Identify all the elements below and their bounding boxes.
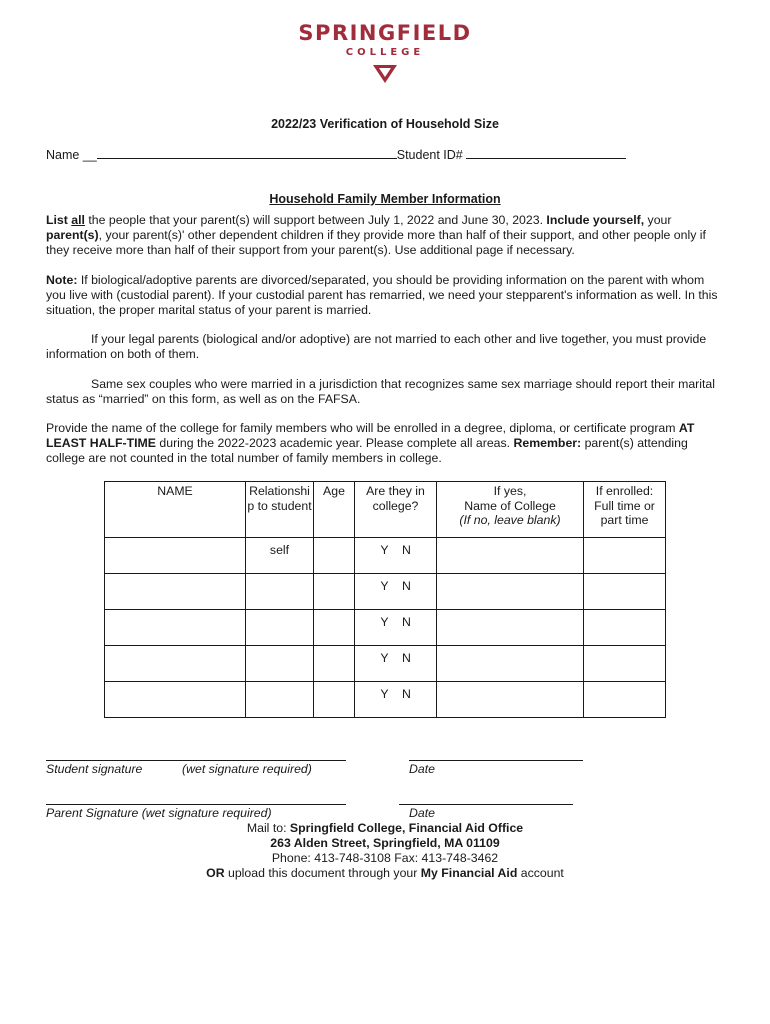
cell-college[interactable] — [437, 682, 584, 718]
cell-college[interactable] — [437, 574, 584, 610]
cell-enrollment[interactable] — [584, 646, 666, 682]
same-sex-paragraph: Same sex couples who were married in a jurisdiction that recognizes same sex marriage should report their marital status as “married” on this form, as well as on the FAFSA. — [46, 377, 716, 407]
cell-enrollment[interactable] — [584, 574, 666, 610]
header-relationship: Relationship to student — [246, 482, 314, 538]
cell-in-college[interactable] — [355, 682, 437, 718]
cell-in-college[interactable] — [355, 646, 437, 682]
form-title: 2022/23 Verification of Household Size — [271, 117, 499, 131]
upload-line: OR upload this document through your My Financial Aid account — [206, 866, 564, 880]
cell-age[interactable] — [314, 574, 355, 610]
cell-college[interactable] — [437, 610, 584, 646]
table-row — [105, 574, 666, 610]
table-row — [105, 538, 666, 574]
student-id-label: Student ID# — [396, 148, 463, 162]
table-row — [105, 610, 666, 646]
name-field[interactable] — [97, 147, 397, 159]
name-label: Name — [46, 148, 80, 162]
yes-option[interactable]: Y — [380, 651, 389, 665]
note-paragraph: Note: If biological/adoptive parents are divorced/separated, you should be providing information on the parent with whom you live with (custodial parent). If your custodial parent has remarried, we need your stepparent's information as well. In this situation, the proper marital status of your parent is married. — [46, 273, 718, 318]
household-members-table — [104, 481, 666, 718]
yes-option[interactable]: Y — [380, 579, 389, 593]
cell-in-college[interactable] — [355, 538, 437, 574]
name-prefix: __ — [82, 148, 97, 162]
table-row — [105, 646, 666, 682]
phone-fax: Phone: 413-748-3108 Fax: 413-748-3462 — [271, 851, 499, 865]
student-signature-label: Student signature — [46, 762, 143, 776]
student-id-field[interactable] — [466, 147, 626, 159]
my-financial-aid-link[interactable]: My Financial Aid — [420, 866, 518, 880]
header-age: Age — [314, 482, 355, 538]
header-enrollment: If enrolled: Full time or part time — [584, 482, 666, 538]
logo-subtitle: COLLEGE — [345, 47, 425, 58]
header-in-college: Are they in college? — [355, 482, 437, 538]
instructions-paragraph: List all the people that your parent(s) will support between July 1, 2022 and June 30, 2023. Include yourself, your parent(s), your parent(s)' other dependent children if they provide more than half of their support, and other people only if they receive more than half of their support from your parent(s). Use additional page if necessary. — [46, 213, 706, 258]
cell-age[interactable] — [314, 646, 355, 682]
no-option[interactable]: N — [402, 615, 411, 629]
cell-college[interactable] — [437, 646, 584, 682]
college-logo — [0, 22, 770, 84]
section-heading: Household Family Member Information — [269, 192, 501, 206]
table-header-row — [105, 482, 666, 538]
college-paragraph: Provide the name of the college for family members who will be enrolled in a degree, diploma, or certificate program AT LEAST HALF-TIME during the 2022-2023 academic year. Please complete all areas. Remember: parent(s) attending college are not counted in the total number of family members in college. — [46, 421, 695, 466]
cell-enrollment[interactable] — [584, 538, 666, 574]
mail-to-line: Mail to: Springfield College, Financial Aid Office — [246, 821, 524, 835]
logo-triangle-icon — [372, 64, 398, 84]
cell-name[interactable] — [105, 538, 246, 574]
student-date-label: Date — [409, 762, 435, 776]
parent-date-label: Date — [409, 806, 435, 820]
student-signature-line[interactable] — [46, 760, 346, 761]
student-date-line[interactable] — [409, 760, 583, 761]
cell-age[interactable] — [314, 610, 355, 646]
cell-relationship[interactable] — [246, 574, 314, 610]
cell-name[interactable] — [105, 610, 246, 646]
table-row — [105, 682, 666, 718]
cell-age[interactable] — [314, 682, 355, 718]
mail-address: 263 Alden Street, Springfield, MA 01109 — [270, 836, 500, 850]
parent-signature-line[interactable] — [46, 804, 346, 805]
cell-age[interactable] — [314, 538, 355, 574]
logo-wordmark: SPRINGFIELD — [298, 21, 472, 45]
cell-in-college[interactable] — [355, 610, 437, 646]
cell-enrollment[interactable] — [584, 682, 666, 718]
header-college-name: If yes, Name of College (If no, leave blank) — [437, 482, 584, 538]
yes-option[interactable]: Y — [380, 687, 389, 701]
cell-relationship[interactable] — [246, 682, 314, 718]
cell-relationship[interactable]: self — [246, 538, 314, 574]
cell-name[interactable] — [105, 682, 246, 718]
cell-name[interactable] — [105, 646, 246, 682]
wet-signature-note: (wet signature required) — [182, 762, 312, 776]
cell-name[interactable] — [105, 574, 246, 610]
no-option[interactable]: N — [402, 687, 411, 701]
cell-relationship[interactable] — [246, 610, 314, 646]
office-name: Springfield College, Financial Aid Office — [289, 821, 524, 835]
note-label: Note: — [46, 273, 78, 287]
no-option[interactable]: N — [402, 651, 411, 665]
parent-date-line[interactable] — [399, 804, 573, 805]
legal-parents-paragraph: If your legal parents (biological and/or adoptive) are not married to each other and live together, you must provide information on both of them. — [46, 332, 707, 362]
no-option[interactable]: N — [402, 579, 411, 593]
cell-in-college[interactable] — [355, 574, 437, 610]
yes-option[interactable]: Y — [380, 615, 389, 629]
cell-college[interactable] — [437, 538, 584, 574]
cell-relationship[interactable] — [246, 646, 314, 682]
cell-enrollment[interactable] — [584, 610, 666, 646]
yes-option[interactable]: Y — [380, 543, 389, 557]
no-option[interactable]: N — [402, 543, 411, 557]
header-name: NAME — [105, 482, 246, 538]
parent-signature-label: Parent Signature (wet signature required) — [46, 806, 272, 820]
name-row — [46, 147, 686, 162]
